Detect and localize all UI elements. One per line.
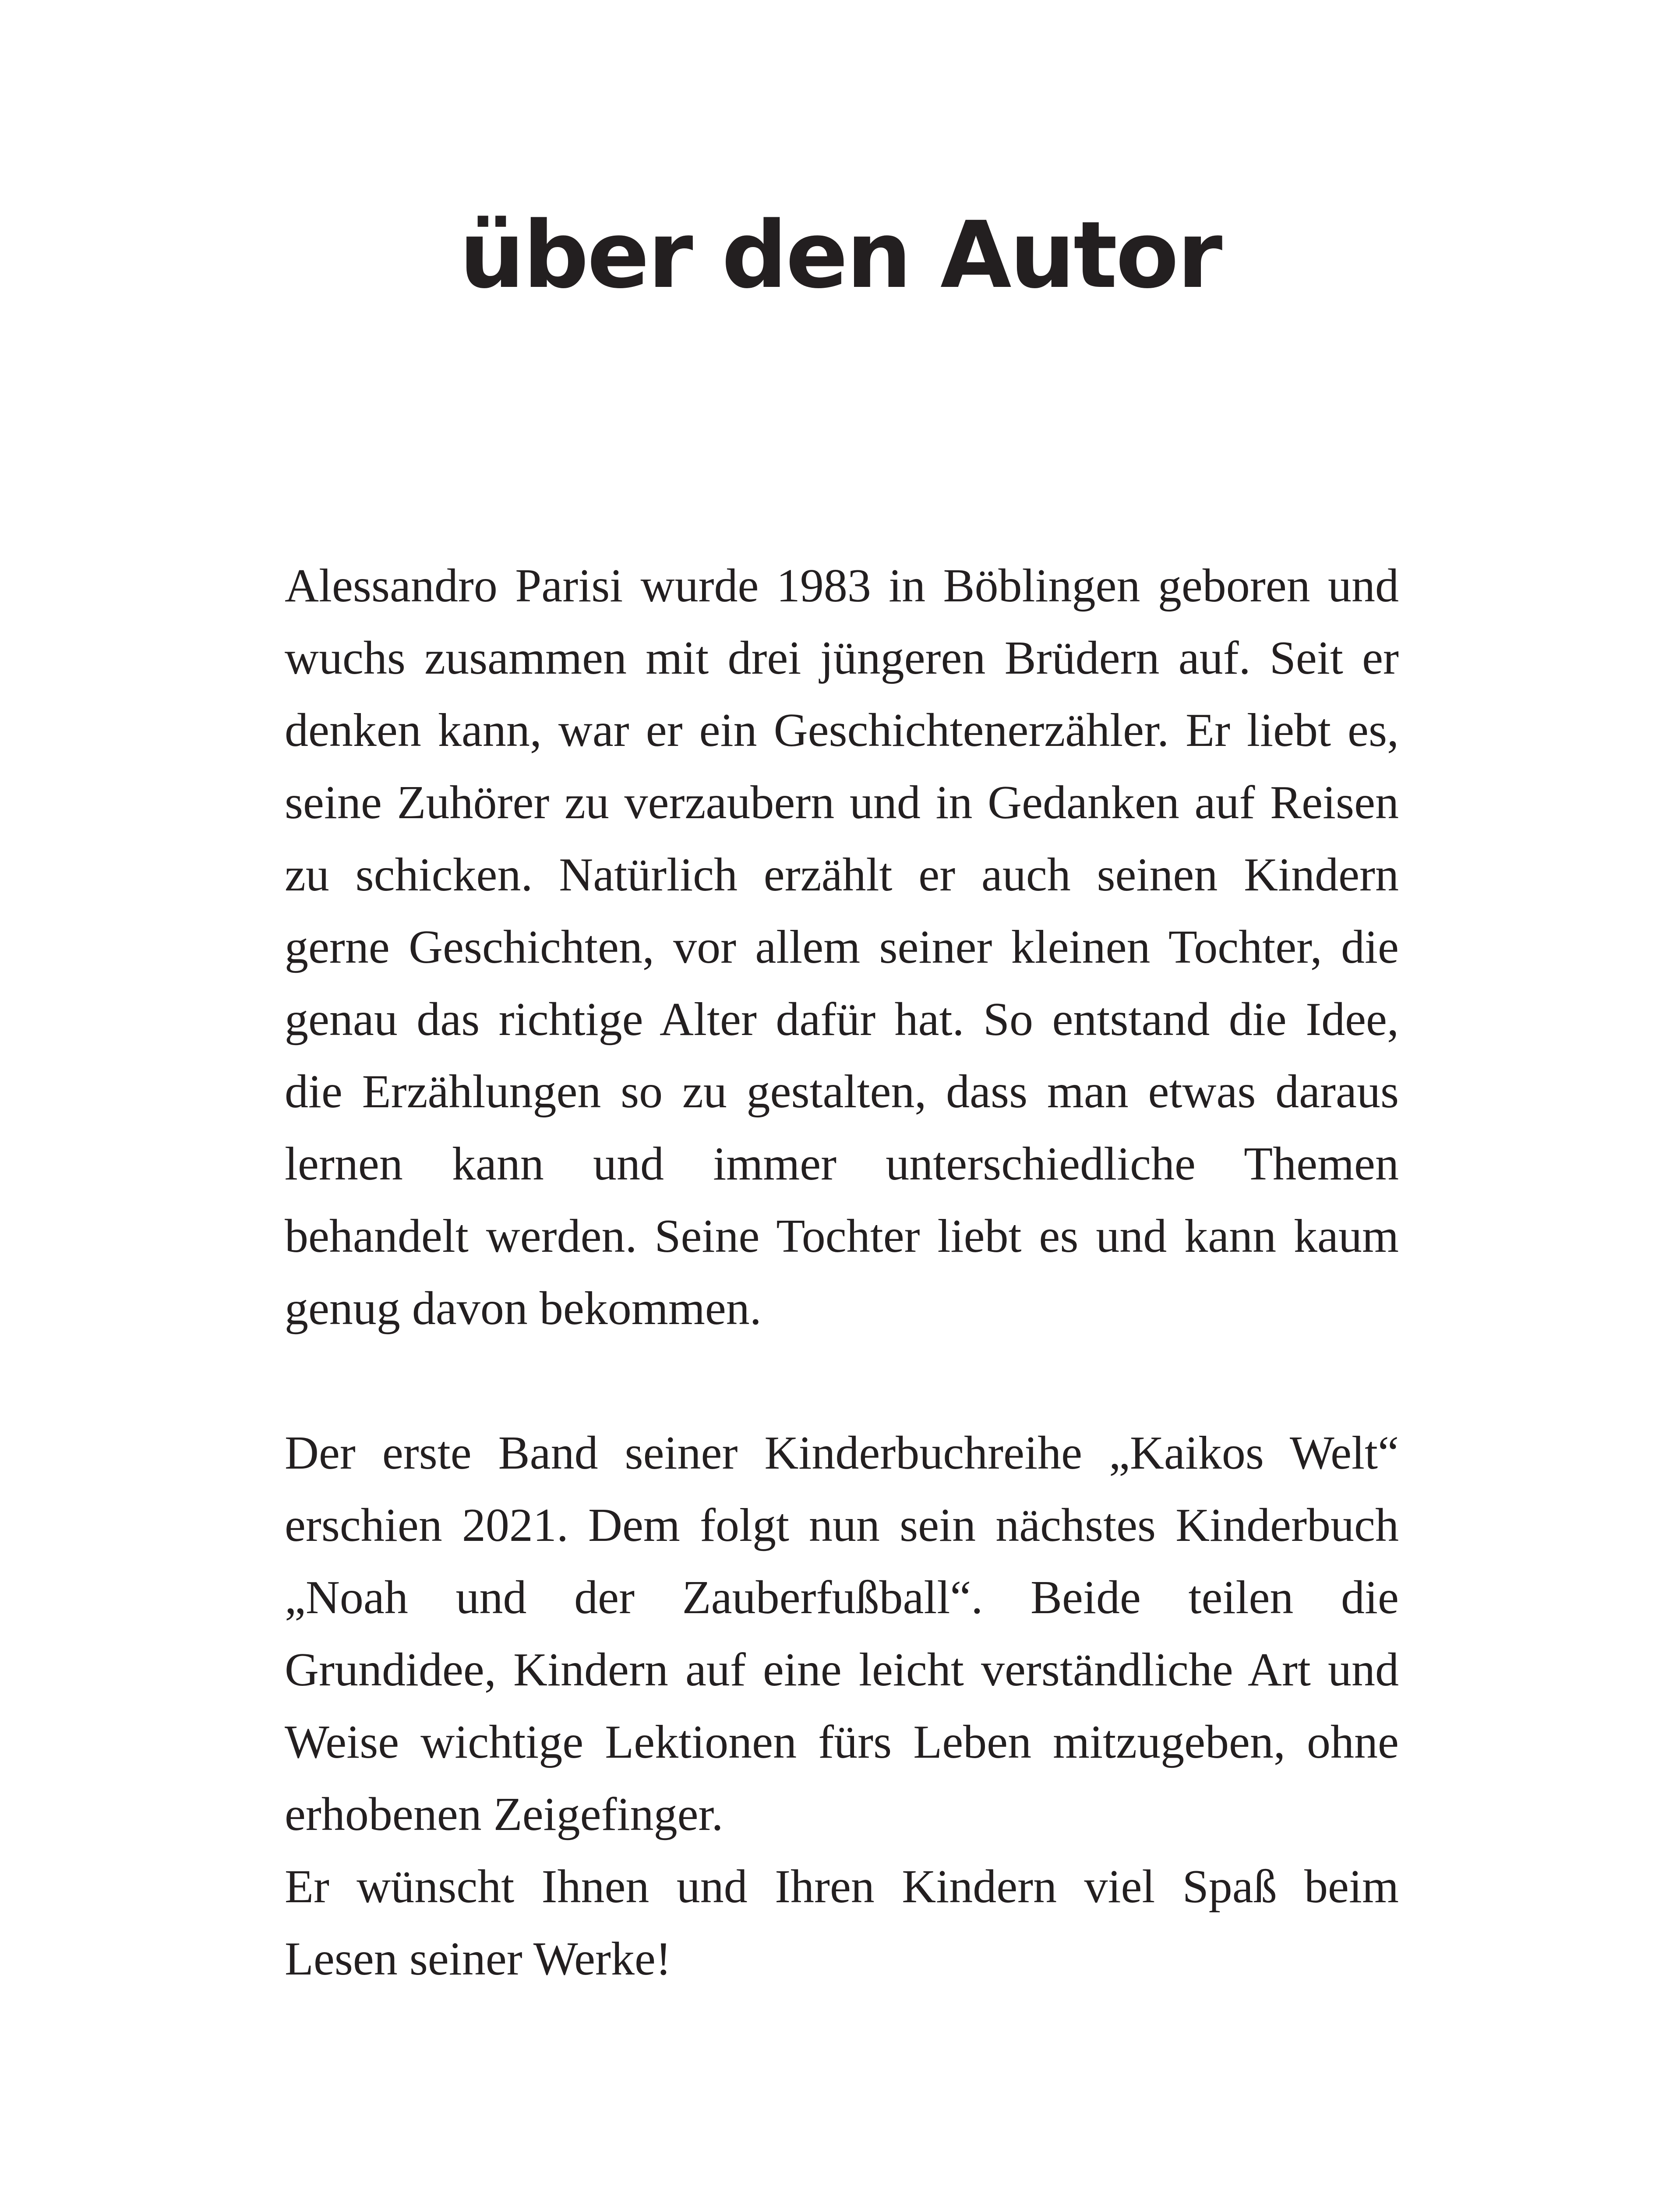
author-bio [285, 550, 1399, 1995]
page-title: über den Autor [459, 201, 1221, 309]
bio-paragraph-3: Er wünscht Ihnen und Ihren Kindern viel Spaß beim Lesen seiner Werke! [285, 1861, 1399, 1985]
bio-paragraph-1: Alessandro Parisi wurde 1983 in Böblingen geboren und wuchs zusammen mit drei jüngeren Brüdern auf. Seit er denken kann, war er ein Geschichtenerzähler. Er liebt es, seine Zuhörer zu verzaubern und in Gedanken auf Reisen zu schicken. Natürlich erzählt er auch seinen Kindern gerne Geschichten, vor allem seiner kleinen Tochter, die genau das richtige Alter dafür hat. So entstand die Idee, die Erzählungen so zu gestalten, dass man etwas daraus lernen kann und immer unterschiedliche Themen behandelt werden. Seine Tochter liebt es und kann kaum genug davon bekommen. [285, 560, 1399, 1335]
bio-paragraph-2: Der erste Band seiner Kinderbuchreihe „Kaikos Welt“ erschien 2021. Dem folgt nun sein nächstes Kinderbuch „Noah und der Zauberfußball“. Beide teilen die Grundidee, Kindern auf eine leicht verständliche Art und Weise wichtige Lektionen fürs Leben mitzugeben, ohne erhobenen Zeigefinger. [285, 1427, 1399, 1840]
